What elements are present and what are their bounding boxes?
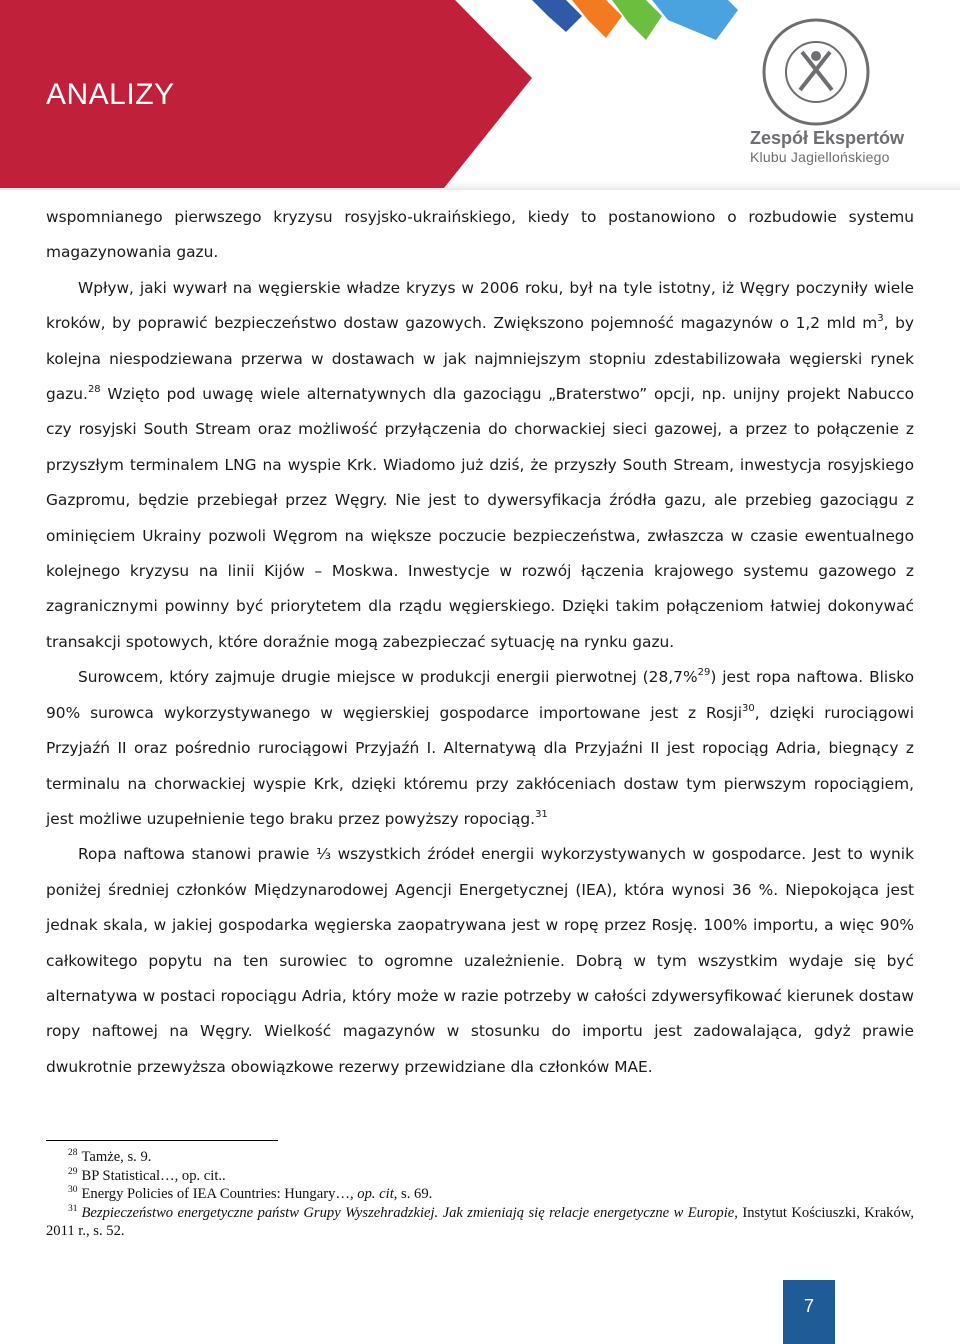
logo-line-1: Zespół Ekspertów — [750, 128, 905, 148]
footnote-number: 29 — [68, 1166, 78, 1177]
stripe-orange — [572, 0, 622, 38]
footnote-ref-31[interactable]: 31 — [535, 808, 548, 820]
unit-superscript: 3 — [877, 313, 884, 325]
club-logo-emblem — [764, 20, 868, 124]
stripe-blue — [532, 0, 582, 32]
footnote-ref-29[interactable]: 29 — [697, 667, 711, 679]
paragraph-4: Ropa naftowa stanowi prawie ⅓ wszystkich źródeł energii wykorzystywanych w gospodarce. Jest to wynik poniżej średniej członków Międzynarodowej Agencji Energetycznej (IEA), która wynosi 36 %. Niepokojąca jest jednak skala, w jakiej gospodarka węgierska zaopatrywana jest w ropę przez Rosję. 100% importu, a więc 90% całkowitego popytu na ten surowiec to ogromne uzależnienie. Dobrą w tym wszystkim wydaje się być alternatywa w postaci ropociągu Adria, który może w razie potrzeby w całości zdywersyfikować kierunek dostaw ropy naftowej na Węgry. Wielkość magazynów w stosunku do importu jest zadowalająca, gdyż prawie dwukrotnie przewyższa obowiązkowe rezerwy przewidziane dla członków MAE. — [46, 845, 914, 1076]
article-body — [46, 200, 914, 1085]
stripe-green — [612, 0, 662, 40]
footnote-number: 31 — [68, 1203, 78, 1214]
footnote-number: 30 — [68, 1185, 78, 1196]
page-header — [0, 0, 960, 190]
section-title: ANALIZY — [46, 78, 175, 111]
paragraph-2: Wpływ, jaki wywarł na węgierskie władze kryzys w 2006 roku, był na tyle istotny, iż Węgry poczyniły wiele kroków, by poprawić bezpieczeństwo dostaw gazowych. Zwiększono pojemność magazynów o 1,2 mld $m^3$, by kolejna niespodziewana przerwa w dostawach w jak najmniejszym stopniu zdestabilizowała węgierski rynek gazu.$^{28}$ Wzięto pod uwagę wiele alternatywnych dla gazociągu „Braterstwo” opcji, np. unijny projekt Nabucco czy rosyjski South Stream oraz możliwość przyłączenia do chorwackiej sieci gazowej, a przez to połączenie z przyszłym terminalem LNG na wyspie Krk. Wiadomo już dziś, że przyszły South Stream, inwestycja rosyjskiego Gazpromu, będzie przebiegał przez Węgry. Nie jest to dywersyfikacja źródła gazu, ale przebieg gazociągu z ominięciem Ukrainy pozwoli Węgrom na większe poczucie bezpieczeństwa, zwłaszcza w czasie ewentualnego kolejnego kryzysu na linii Kijów – Moskwa. Inwestycje w rozwój łączenia krajowego systemu gazowego z zagranicznymi powinny być priorytetem dla rządu węgierskiego. Dzięki takim połączeniom łatwiej dokonywać transakcji spotowych, które doraźnie mogą zabezpieczać sytuację na rynku gazu. — [46, 278, 914, 651]
page-number: 7 — [803, 1296, 814, 1316]
stripe-lightblue — [652, 0, 738, 40]
logo-text — [750, 128, 910, 166]
footnote-30: $^{30}$ Energy Policies of IEA Countries: Hungary…, op. cit, s. 69. — [68, 1185, 433, 1203]
footnotes — [46, 1148, 914, 1241]
paragraph-3: Surowcem, który zajmuje drugie miejsce w produkcji energii pierwotnej (28,7%$^{29}$) jest ropa naftowa. Blisko 90% surowca wykorzystywanego w węgierskiej gospodarce importowane jest z Rosji$^{30}$, dzięki rurociągowi Przyjaźń II oraz pośrednio rurociągowi Przyjaźń I. Alternatywą dla Przyjaźni II jest ropociąg Adria, biegnący z terminalu na chorwackiej wyspie Krk, dzięki któremu przy zakłóceniach dostaw tym pierwszym ropociągiem, jest możliwe uzupełnienie tego braku przez powyższy ropociąg.$^{31}$ — [46, 667, 915, 828]
logo-line-2: Klubu Jagiellońskiego — [750, 149, 890, 165]
footnote-separator — [46, 1140, 278, 1141]
footnote-ref-28[interactable]: 28 — [87, 384, 101, 396]
paragraph-1: wspomnianego pierwszego kryzysu rosyjsko-ukraińskiego, kiedy to postanowiono o rozbudowie systemu magazynowania gazu. — [46, 208, 914, 262]
footnote-31: $^{31}$ Bezpieczeństwo energetyczne państw Grupy Wyszehradzkiej. Jak zmieniają się relacje energetyczne w Europie, Instytut Kościuszki, Kraków, 2011 r., s. 52. — [46, 1203, 914, 1240]
footnote-ref-30[interactable]: 30 — [742, 702, 755, 714]
footnote-number: 28 — [68, 1148, 78, 1158]
footnote-28: $^{28}$ Tamże, s. 9. — [68, 1148, 152, 1165]
footnote-29: $^{29}$ BP Statistical…, op. cit.. — [68, 1166, 226, 1184]
